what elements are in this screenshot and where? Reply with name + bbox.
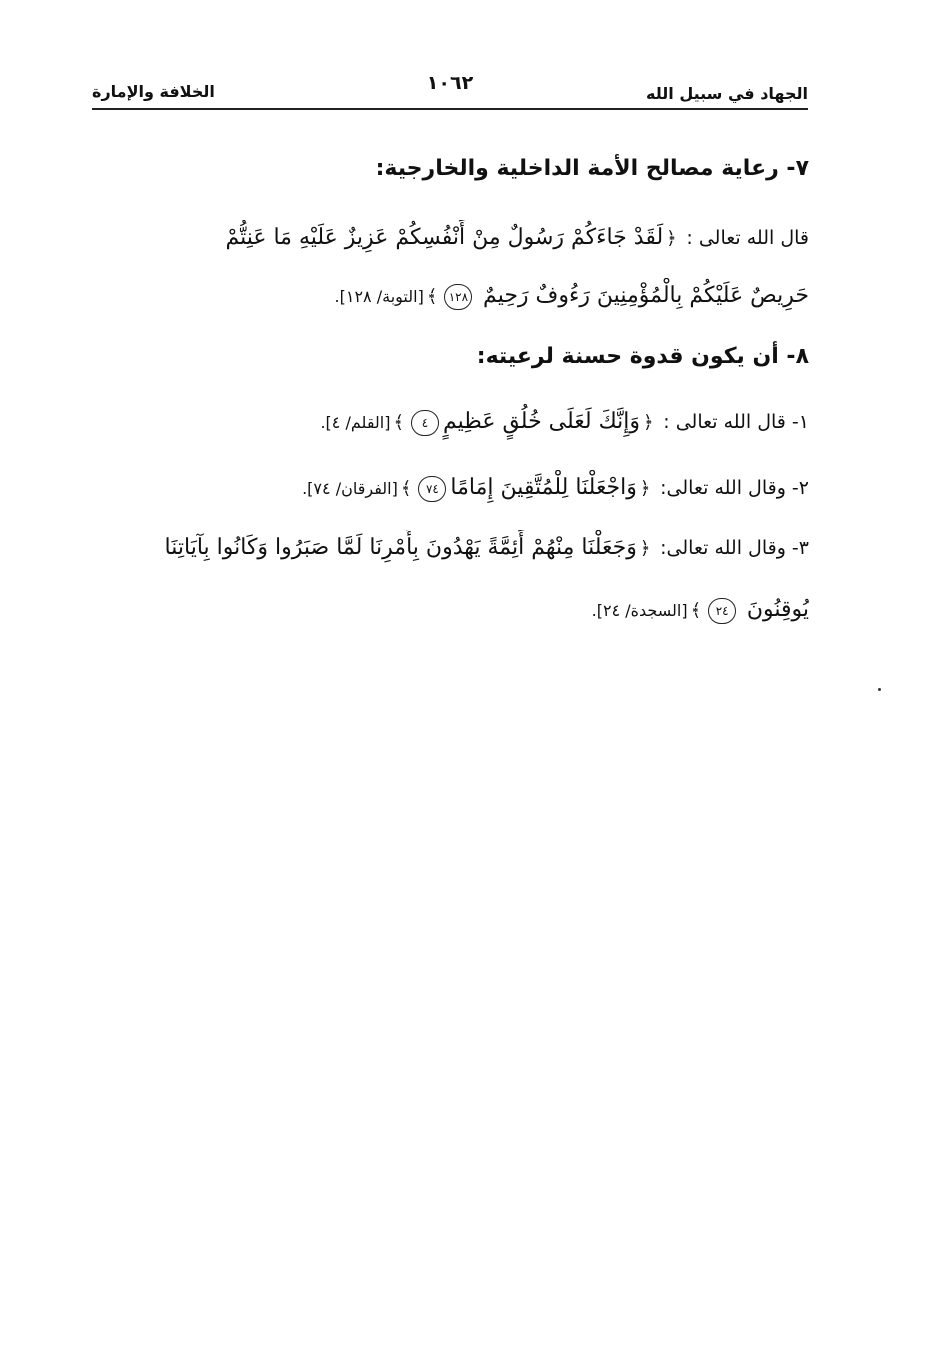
section-8-item-2 — [100, 470, 809, 506]
scan-speck — [878, 688, 881, 691]
ayah-number-badge: ٢٤ — [708, 598, 736, 624]
close-bracket-ornament: ﴾ — [690, 600, 702, 621]
open-bracket-ornament: ﴿ — [639, 538, 651, 559]
verse-intro: ٢- وقال الله تعالى: — [660, 477, 809, 499]
quran-verse: وَجَعَلْنَا مِنْهُمْ أَئِمَّةً يَهْدُونَ بِأَمْرِنَا لَمَّا صَبَرُوا وَكَانُوا بِآيَاتِنَا — [164, 535, 637, 560]
close-bracket-ornament: ﴾ — [426, 286, 438, 307]
verse-intro: ٣- وقال الله تعالى: — [660, 537, 809, 559]
close-bracket-ornament: ﴾ — [393, 412, 405, 433]
verse-reference: [القلم/ ٤]. — [320, 413, 391, 432]
quran-verse: لَقَدْ جَاءَكُمْ رَسُولٌ مِنْ أَنْفُسِكُمْ عَزِيزٌ عَلَيْهِ مَا عَنِتُّمْ — [225, 225, 664, 250]
section-8-item-3-line-1 — [100, 530, 809, 566]
section-8-item-1 — [100, 404, 809, 440]
open-bracket-ornament: ﴿ — [666, 228, 677, 249]
open-bracket-ornament: ﴿ — [643, 412, 654, 433]
section-8-item-3-line-2 — [100, 592, 809, 628]
quran-verse: وَإِنَّكَ لَعَلَى خُلُقٍ عَظِيمٍ — [443, 409, 641, 434]
verse-reference: [الفرقان/ ٧٤]. — [302, 479, 398, 498]
quran-verse: حَرِيصٌ عَلَيْكُمْ بِالْمُؤْمِنِينَ رَءُوفٌ رَحِيمٌ — [483, 283, 809, 308]
chapter-title: الخلافة والإمارة — [92, 82, 215, 101]
ayah-number-badge: ٧٤ — [418, 476, 446, 502]
section-7-verse-line-1 — [100, 220, 809, 256]
verse-intro: ١- قال الله تعالى : — [663, 411, 809, 433]
verse-reference: [التوبة/ ١٢٨]. — [334, 287, 424, 306]
quran-verse: يُوقِنُونَ — [746, 597, 809, 622]
book-title: الجهاد في سبيل الله — [646, 84, 808, 103]
page-number: ١٠٦٢ — [426, 72, 474, 94]
section-7-verse-line-2 — [100, 278, 809, 314]
section-7-heading: ٧- رعاية مصالح الأمة الداخلية والخارجية: — [375, 156, 809, 181]
open-bracket-ornament: ﴿ — [639, 478, 651, 499]
section-8-heading: ٨- أن يكون قدوة حسنة لرعيته: — [476, 344, 809, 369]
page-header — [92, 70, 808, 110]
ayah-number-badge: ١٢٨ — [444, 284, 472, 310]
ayah-number-badge: ٤ — [411, 410, 439, 436]
verse-reference: [السجدة/ ٢٤]. — [591, 601, 688, 620]
verse-intro: قال الله تعالى : — [686, 227, 809, 249]
close-bracket-ornament: ﴾ — [400, 478, 412, 499]
quran-verse: وَاجْعَلْنَا لِلْمُتَّقِينَ إِمَامًا — [450, 475, 637, 500]
